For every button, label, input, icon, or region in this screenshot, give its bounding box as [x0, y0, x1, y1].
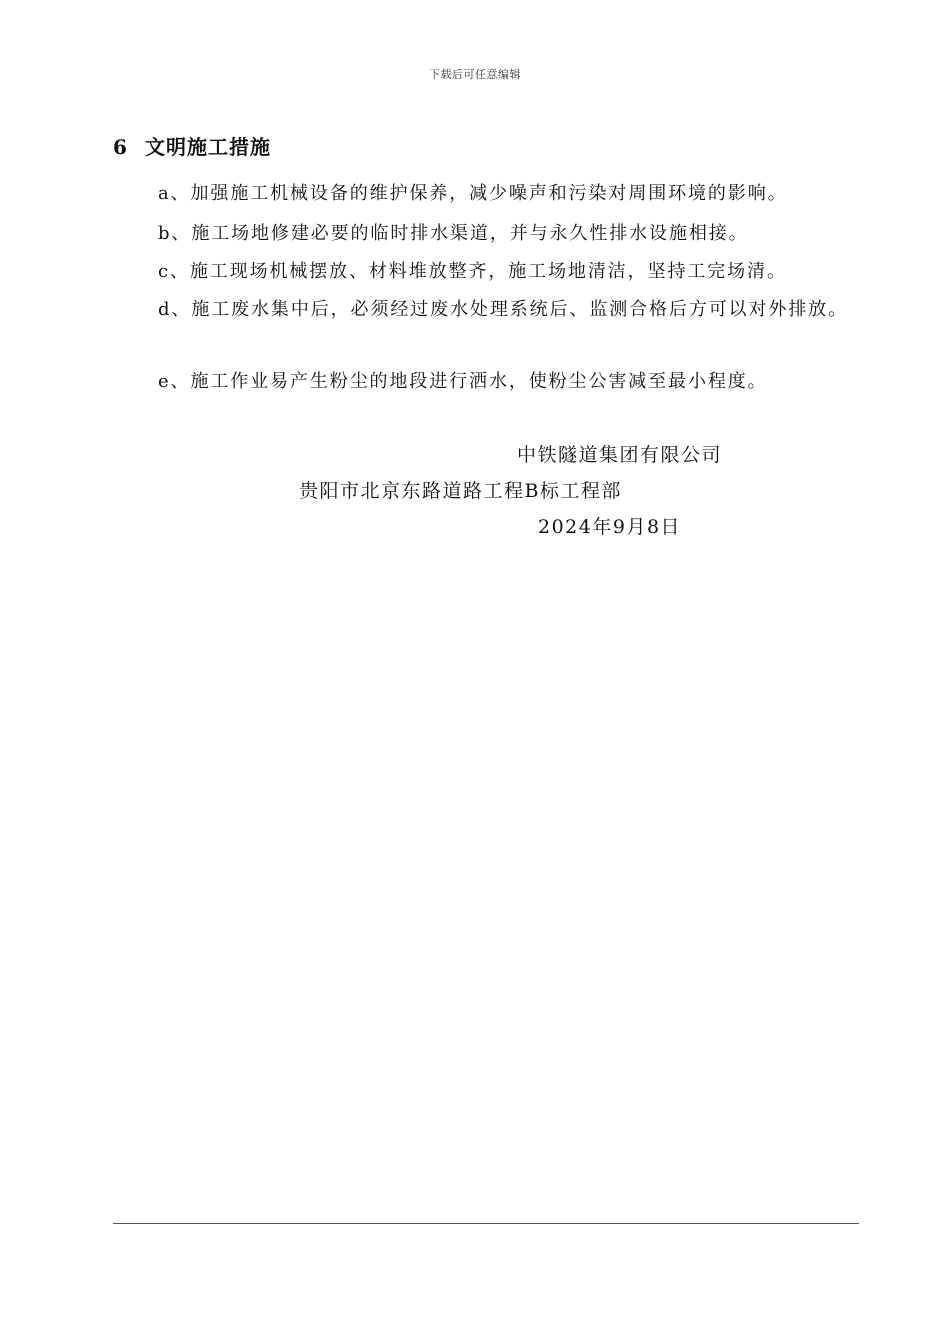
- measure-item-a: a、加强施工机械设备的维护保养，减少噪声和污染对周围环境的影响。: [158, 183, 788, 204]
- section-number: 6: [113, 135, 128, 159]
- measure-item-b: b、施工场地修建必要的临时排水渠道，并与永久性排水设施相接。: [158, 223, 749, 244]
- section-heading: [113, 131, 271, 160]
- signature-date: 2024年9月8日: [538, 516, 682, 538]
- footer-divider: [113, 1223, 859, 1224]
- signature-company: 中铁隧道集团有限公司: [517, 444, 723, 466]
- measure-item-c: c、施工现场机械摆放、材料堆放整齐，施工场地清洁，坚持工完场清。: [158, 261, 787, 282]
- signature-department: 贵阳市北京东路道路工程B标工程部: [299, 480, 622, 502]
- measure-item-e: e、施工作业易产生粉尘的地段进行洒水，使粉尘公害减至最小程度。: [158, 371, 768, 392]
- page-header-note: 下载后可任意编辑: [429, 68, 521, 81]
- measure-item-d: d、施工废水集中后，必须经过废水处理系统后、监测合格后方可以对外排放。: [158, 299, 849, 320]
- section-title: 文明施工措施: [145, 135, 271, 159]
